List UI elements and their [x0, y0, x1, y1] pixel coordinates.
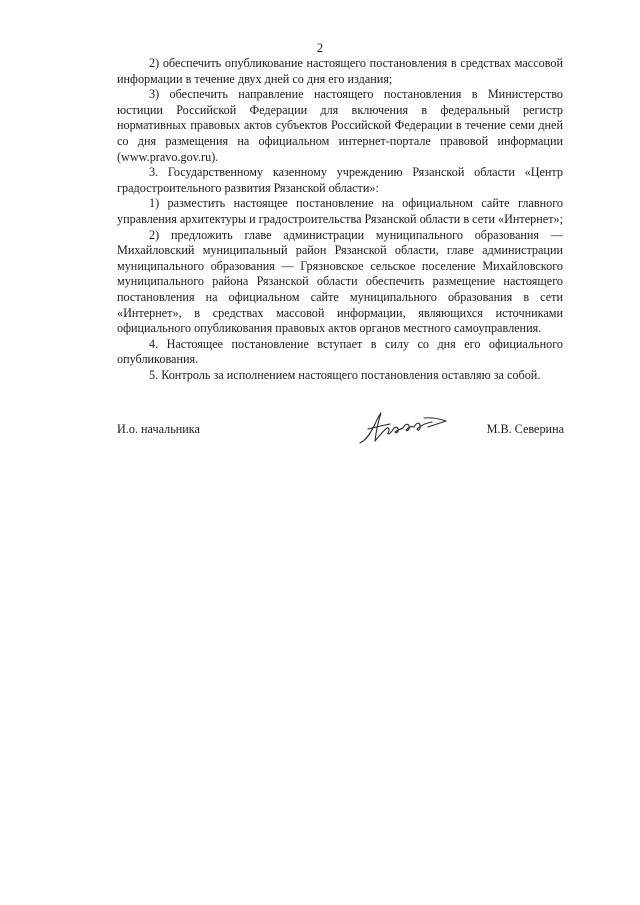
signer-name: М.В. Северина: [486, 422, 564, 436]
paragraph-urban-development-center: 3. Государственному казенному учреждению Рязанской области «Центр градостроительного развития Рязанской области»:: [117, 165, 563, 195]
document-body: [117, 56, 563, 383]
signer-title: И.о. начальника: [117, 422, 200, 436]
paragraph-ministry-of-justice: 3) обеспечить направление настоящего постановления в Министерство юстиции Российской Федерации для включения в федеральный регистр нормативных правовых актов субъектов Российской Федерации в течение семи дней со дня размещения на официальном интернет-портале правовой информации (www.pravo.gov.ru).: [117, 87, 563, 164]
paragraph-municipal-heads: 2) предложить главе администрации муниципального образования — Михайловский муниципальный район Рязанской области, главе администрации муниципального образования — Грязновское сельское поселение Михайловского муниципального района Рязанской области обеспечить размещение настоящего постановления на официальном сайте муниципального образования в сети «Интернет», в средствах массовой информации, являющихся источниками официального опубликования правовых актов органов местного самоуправления.: [117, 227, 563, 336]
paragraph-control: 5. Контроль за исполнением настоящего постановления оставляю за собой.: [149, 367, 541, 382]
page-number: 2: [316, 41, 324, 55]
paragraph-publication: 2) обеспечить опубликование настоящего постановления в средствах массовой информации в течение двух дней со дня его издания;: [117, 56, 563, 86]
handwritten-signature: [354, 410, 450, 446]
paragraph-website-placement: 1) разместить настоящее постановление на официальном сайте главного управления архитектуры и градостроительства Рязанской области в сети «Интернет»;: [117, 196, 564, 226]
signature-block: [117, 410, 564, 450]
paragraph-entry-into-force: 4. Настоящее постановление вступает в силу со дня его официального опубликования.: [117, 336, 563, 367]
